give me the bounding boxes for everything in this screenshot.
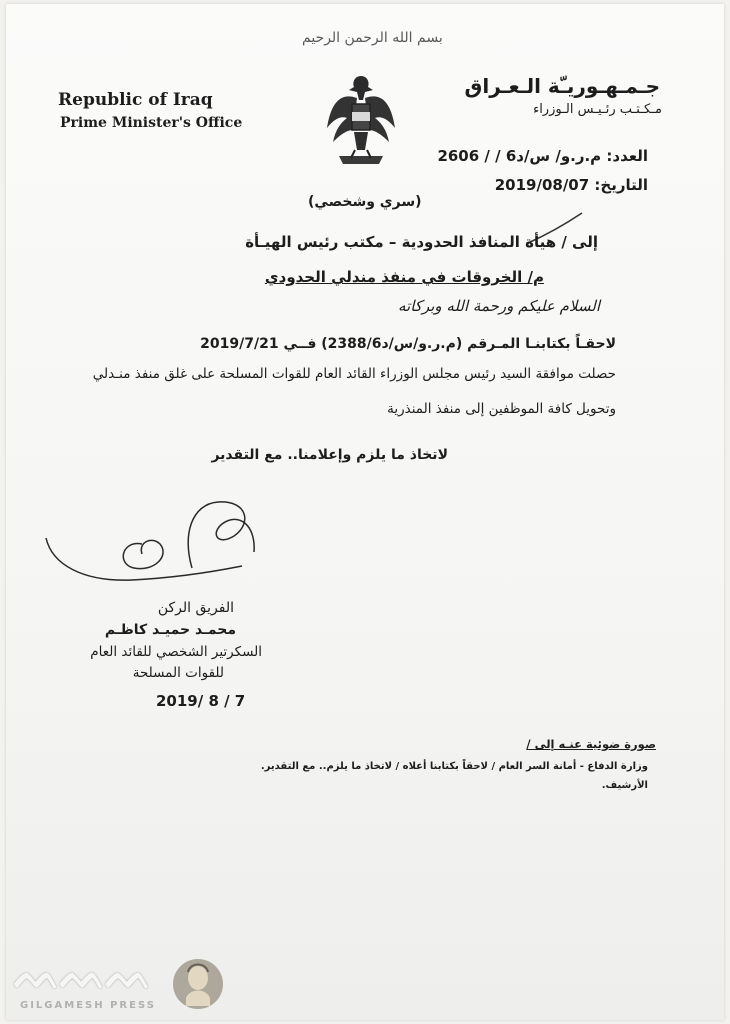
letter-date: التاريخ: 2019/08/07 [494,176,648,194]
signatory-position-line-1: السكرتير الشخصي للقائد العام [90,644,262,660]
subject-line: م/ الخروقات في منفذ مندلي الحدودي [264,268,544,286]
closing-line: لاتخاذ ما يلزم وإعلامنا.. مع التقدير [211,447,448,463]
basmala-calligraphy: بسم الله الرحمن الرحيم [302,30,443,46]
letter-page [6,4,724,1020]
handwritten-signature [42,494,262,594]
ar-country-title: جـمـهـوريـّة الـعـراق [464,74,660,98]
signatory-name: محمـد حميـد كاظـم [104,622,236,638]
ar-office-title: مـكـتـب رئـيـس الـوزراء [533,102,662,117]
classification-label: (سري وشخصي) [308,194,422,210]
eagle-emblem-icon [321,70,401,170]
reference-number: العدد: م.ر.و/ س/د6 / / 2606 [437,147,648,165]
greeting-line: السلام عليكم ورحمة الله وبركاته [398,297,600,315]
reference-line: لاحقـاً بكتابنـا المـرقم (م.ر.و/س/د2388/6) فــي 2019/7/21 [200,336,616,352]
en-office-title: Prime Minister's Office [60,115,243,131]
copies-item: الأرشيف. [601,780,648,791]
gilgamesh-medallion-icon [172,954,224,1014]
signatory-rank: الفريق الركن [157,600,234,616]
en-country-title: Republic of Iraq [58,90,213,110]
body-line-1: حصلت موافقة السيد رئيس مجلس الوزراء القائد العام للقوات المسلحة على غلق منفذ منـدلي [92,366,616,382]
body-line-2: وتحويل كافة الموظفين إلى منفذ المنذرية [387,401,616,417]
signature-date: 2019/ 8 / 7 [156,692,246,710]
watermark-logo: ᨓᨓᨓ [14,952,152,998]
copies-item: وزارة الدفاع - أمانة السر العام / لاحقاً بكتابنا أعلاه / لاتخاذ ما يلزم.. مع التقدير. [260,761,648,772]
recipient-line: إلى / هيأة المنافذ الحدودية – مكتب رئيس الهيـأة [245,233,598,251]
watermark-press-name: GILGAMESH PRESS [20,1000,156,1011]
signatory-position-line-2: للقوات المسلحة [132,665,224,681]
copies-title: صورة ضوئية عنـه إلى / [526,737,656,751]
